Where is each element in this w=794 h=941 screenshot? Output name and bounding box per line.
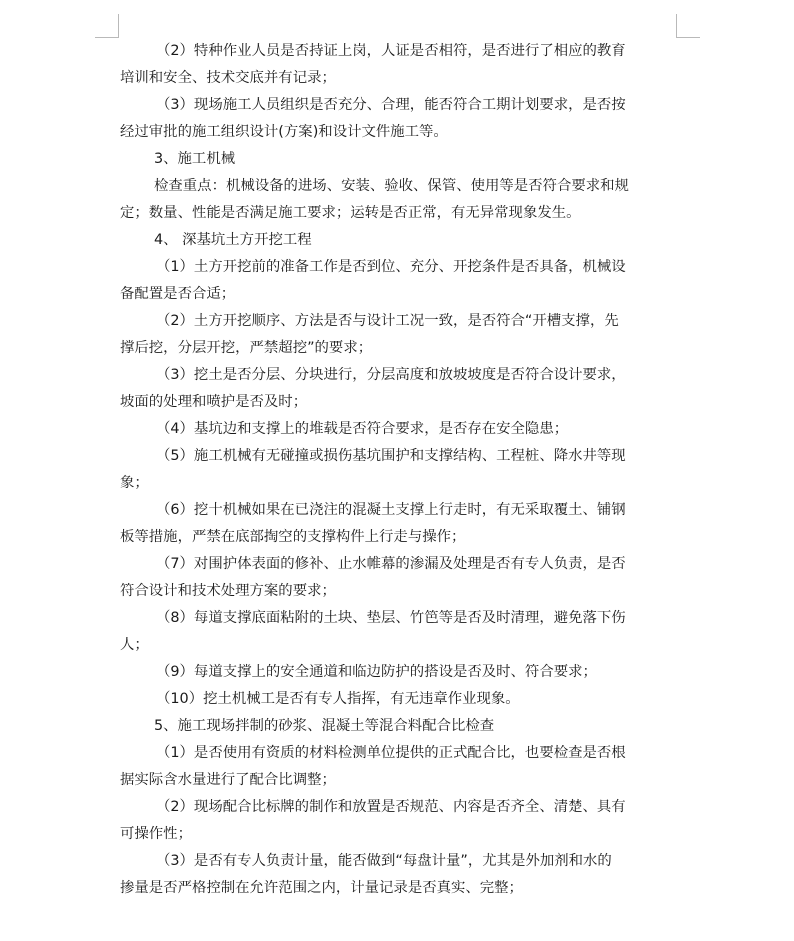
- text-line: 经过审批的施工组织设计(方案)和设计文件施工等。: [120, 124, 448, 140]
- text-line: 掺量是否严格控制在允许范围之内，计量记录是否真实、完整；: [120, 880, 523, 896]
- text-line: 人；: [120, 637, 149, 653]
- text-line: 检查重点：机械设备的进场、安装、验收、保管、使用等是否符合要求和规: [154, 178, 629, 194]
- section-heading: 5、施工现场拌制的砂浆、混凝土等混合料配合比检查: [154, 718, 495, 734]
- crop-mark-top-left-vertical: [118, 14, 119, 38]
- text-line: （1）土方开挖前的准备工作是否到位、充分、开挖条件是否具备，机械设: [156, 259, 626, 275]
- text-line: （3）是否有专人负责计量，能否做到“每盘计量”，尤其是外加剂和水的: [156, 853, 612, 869]
- text-line: （2）现场配合比标牌的制作和放置是否规范、内容是否齐全、清楚、具有: [156, 799, 626, 815]
- text-line: 板等措施，严禁在底部掏空的支撑构件上行走与操作；: [120, 529, 466, 545]
- text-line: （6）挖十机械如果在已浇注的混凝土支撑上行走时，有无采取覆土、铺钢: [156, 502, 626, 518]
- text-line: （3）挖土是否分层、分块进行，分层高度和放坡坡度是否符合设计要求，: [156, 367, 626, 383]
- section-heading: 3、施工机械: [154, 151, 236, 167]
- text-line: 备配置是否合适；: [120, 286, 236, 302]
- text-line: （3）现场施工人员组织是否充分、合理，能否符合工期计划要求，是否按: [156, 97, 626, 113]
- text-line: 象；: [120, 475, 149, 491]
- crop-mark-top-left-horizontal: [95, 37, 119, 38]
- text-line: （5）施工机械有无碰撞或损伤基坑围护和支撑结构、工程桩、降水井等现: [156, 448, 626, 464]
- text-line: 坡面的处理和喷护是否及时；: [120, 394, 308, 410]
- crop-mark-top-right-vertical: [676, 14, 677, 38]
- text-line: （2）特种作业人员是否持证上岗，人证是否相符，是否进行了相应的教育: [156, 43, 626, 59]
- text-line: （4）基坑边和支撑上的堆载是否符合要求，是否存在安全隐患；: [156, 421, 569, 437]
- section-heading: 4、 深基坑土方开挖工程: [154, 232, 312, 248]
- text-line: （1）是否使用有资质的材料检测单位提供的正式配合比，也要检查是否根: [156, 745, 626, 761]
- document-body: [120, 38, 675, 902]
- text-line: （9）每道支撑上的安全通道和临边防护的搭设是否及时、符合要求；: [156, 664, 597, 680]
- text-line: 符合设计和技术处理方案的要求；: [120, 583, 336, 599]
- crop-mark-top-right-horizontal: [676, 37, 700, 38]
- text-line: （2）土方开挖顺序、方法是否与设计工况一致，是否符合“开槽支撑，先: [156, 313, 619, 329]
- text-line: （10）挖土机械工是否有专人指挥，有无违章作业现象。: [156, 691, 520, 707]
- text-line: （8）每道支撑底面粘附的土块、垫层、竹笆等是否及时清理，避免落下伤: [156, 610, 626, 626]
- text-line: 定；数量、性能是否满足施工要求；运转是否正常，有无异常现象发生。: [120, 205, 581, 221]
- text-line: 据实际含水量进行了配合比调整；: [120, 772, 336, 788]
- text-line: 可操作性；: [120, 826, 192, 842]
- text-line: 培训和安全、技术交底并有记录；: [120, 70, 336, 86]
- text-line: 撑后挖，分层开挖，严禁超挖”的要求；: [120, 340, 373, 356]
- text-line: （7）对围护体表面的修补、止水帷幕的渗漏及处理是否有专人负责，是否: [156, 556, 626, 572]
